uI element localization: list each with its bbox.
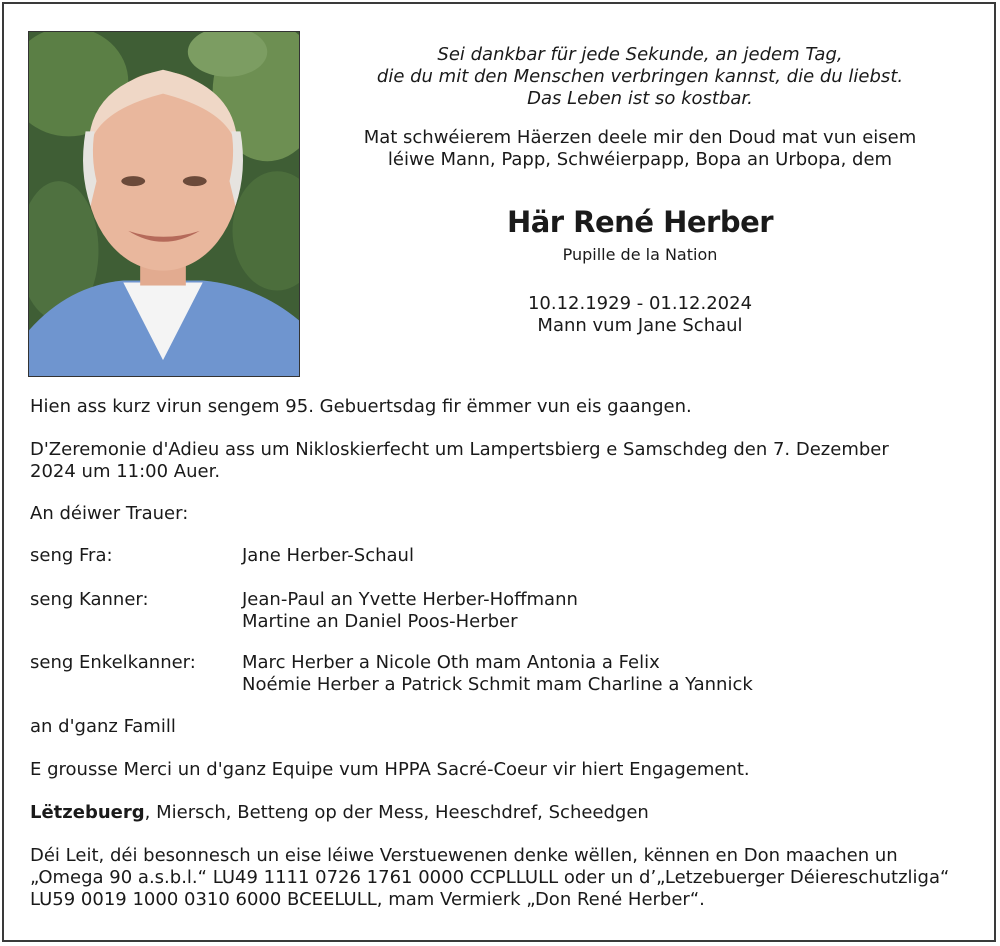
quote-block: [320, 44, 960, 110]
quote-line: die du mit den Menschen verbringen kannst, die du liebst.: [376, 66, 904, 87]
family-label: seng Kanner:: [30, 589, 149, 610]
family-member: Martine an Daniel Poos-Herber: [242, 611, 518, 632]
passed-away-text: Hien ass kurz virun sengem 95. Gebuertsdag fir ëmmer vun eis gaangen.: [30, 396, 692, 417]
deceased-name: Här René Herber: [506, 205, 774, 239]
family-member: Jane Herber-Schaul: [242, 545, 414, 566]
deceased-subtitle: Pupille de la Nation: [562, 245, 718, 264]
places-rest: , Miersch, Betteng op der Mess, Heeschdref, Scheedgen: [144, 802, 649, 823]
portrait-photo: [28, 31, 300, 377]
donation-line: Déi Leit, déi besonnesch un eise léiwe Verstuewenen denke wëllen, kënnen en Don maachen un: [30, 845, 898, 866]
life-dates: 10.12.1929 - 01.12.2024: [527, 293, 753, 314]
family-label: seng Fra:: [30, 545, 113, 566]
quote-line: Sei dankbar für jede Sekunde, an jedem Tag,: [437, 44, 843, 65]
ceremony-line: D'Zeremonie d'Adieu ass um Nikloskierfecht um Lampertsbierg e Samschdeg den 7. Dezember: [30, 439, 889, 460]
life-dates-block: [320, 293, 960, 337]
spouse-line: Mann vum Jane Schaul: [537, 315, 743, 336]
intro-line: léiwe Mann, Papp, Schwéierpapp, Bopa an Urbopa, dem: [387, 149, 893, 170]
thanks-text: E grousse Merci un d'ganz Equipe vum HPPA Sacré-Coeur vir hiert Engagement.: [30, 759, 750, 780]
family-label: seng Enkelkanner:: [30, 652, 196, 673]
places-text: [30, 802, 975, 824]
intro-block: [320, 127, 960, 171]
whole-family-text: an d'ganz Famill: [30, 716, 176, 737]
donation-text: [30, 845, 975, 911]
ceremony-text: [30, 439, 975, 483]
family-member: Jean-Paul an Yvette Herber-Hoffmann: [242, 589, 578, 610]
intro-line: Mat schwéierem Häerzen deele mir den Doud mat vun eisem: [363, 127, 917, 148]
family-member: Noémie Herber a Patrick Schmit mam Charline a Yannick: [242, 674, 753, 695]
places-primary: Lëtzebuerg: [30, 802, 145, 823]
donation-line: LU59 0019 1000 0310 6000 BCEELULL, mam Vermierk „Don René Herber“.: [30, 889, 705, 910]
ceremony-line: 2024 um 11:00 Auer.: [30, 461, 221, 482]
quote-line: Das Leben ist so kostbar.: [527, 88, 753, 109]
donation-line: „Omega 90 a.s.b.l.“ LU49 1111 0726 1761 0000 CCPLLULL oder un d’„Letzebuerger Déiereschutzliga“: [30, 867, 950, 888]
mourning-heading: An déiwer Trauer:: [30, 503, 189, 524]
family-member: Marc Herber a Nicole Oth mam Antonia a Felix: [242, 652, 660, 673]
